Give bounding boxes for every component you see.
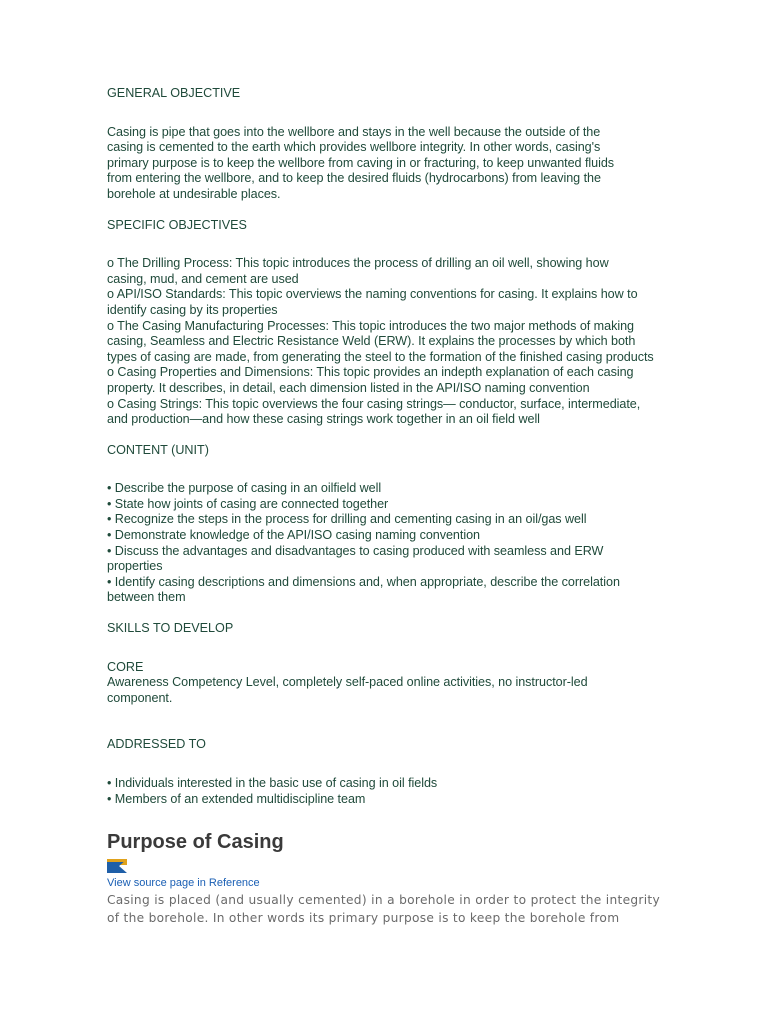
list-item: • Describe the purpose of casing in an oilfield well xyxy=(107,481,382,496)
list-item: • Recognize the steps in the process for drilling and cementing casing in an oil/gas well xyxy=(107,512,587,527)
list-item: o The Casing Manufacturing Processes: This topic introduces the two major methods of making casing, Seamless and Electric Resistance Weld (ERW). It explains the processes by which both types of casing are made, from generating the steel to the formation of the finished casing products xyxy=(107,318,654,364)
skills-core-subheading: CORE xyxy=(107,659,144,674)
list-item: o Casing Strings: This topic overviews the four casing strings— conductor, surface, intermediate, and production—and how these casing strings work together in an oil field well xyxy=(107,396,641,427)
general-objective-heading: GENERAL OBJECTIVE xyxy=(107,86,241,100)
list-item: o API/ISO Standards: This topic overviews the naming conventions for casing. It explains how to identify casing by its properties xyxy=(107,287,638,317)
list-item: • Individuals interested in the basic use of casing in oil fields xyxy=(107,776,438,790)
reference-logo-icon xyxy=(107,859,127,873)
general-objective-body: Casing is pipe that goes into the wellbore and stays in the well because the outside of the casing is cemented to the earth which provides wellbore integrity. In other words, casing's primary purpose is to keep the wellbore from caving in or fracturing, to keep unwanted fluids from entering the wellbore, and to keep the desired fluids (hydrocarbons) from leaving the borehole at undesirable places. xyxy=(107,124,615,201)
addressed-to-heading: ADDRESSED TO xyxy=(107,737,206,752)
list-item: o Casing Properties and Dimensions: This topic provides an indepth explanation of each casing property. It describes, in detail, each dimension listed in the API/ISO naming convention xyxy=(107,365,634,395)
list-item: • State how joints of casing are connected together xyxy=(107,496,389,511)
skills-body: Awareness Competency Level, completely self-paced online activities, no instructor-led component. xyxy=(107,675,588,705)
specific-objectives-heading: SPECIFIC OBJECTIVES xyxy=(107,217,247,232)
view-source-link[interactable]: View source page in Reference xyxy=(107,877,260,890)
content-unit-list xyxy=(107,481,660,606)
list-item: • Identify casing descriptions and dimensions and, when appropriate, describe the correlation between them xyxy=(107,574,620,605)
list-item: • Members of an extended multidiscipline team xyxy=(107,791,366,806)
list-item: o The Drilling Process: This topic introduces the process of drilling an oil well, showing how casing, mud, and cement are used xyxy=(107,256,609,286)
document-page xyxy=(107,86,660,927)
purpose-title: Purpose of Casing xyxy=(107,831,284,854)
list-item: • Discuss the advantages and disadvantages to casing produced with seamless and ERW properties xyxy=(107,543,604,574)
addressed-to-list xyxy=(107,776,660,807)
purpose-body: Casing is placed (and usually cemented) in a borehole in order to protect the integrity of the borehole. In other words its primary purpose is to keep the borehole from xyxy=(107,893,660,925)
specific-objectives-list xyxy=(107,256,660,428)
list-item: • Demonstrate knowledge of the API/ISO casing naming convention xyxy=(107,528,480,543)
content-unit-heading: CONTENT (UNIT) xyxy=(107,442,209,457)
skills-heading: SKILLS TO DEVELOP xyxy=(107,621,234,636)
